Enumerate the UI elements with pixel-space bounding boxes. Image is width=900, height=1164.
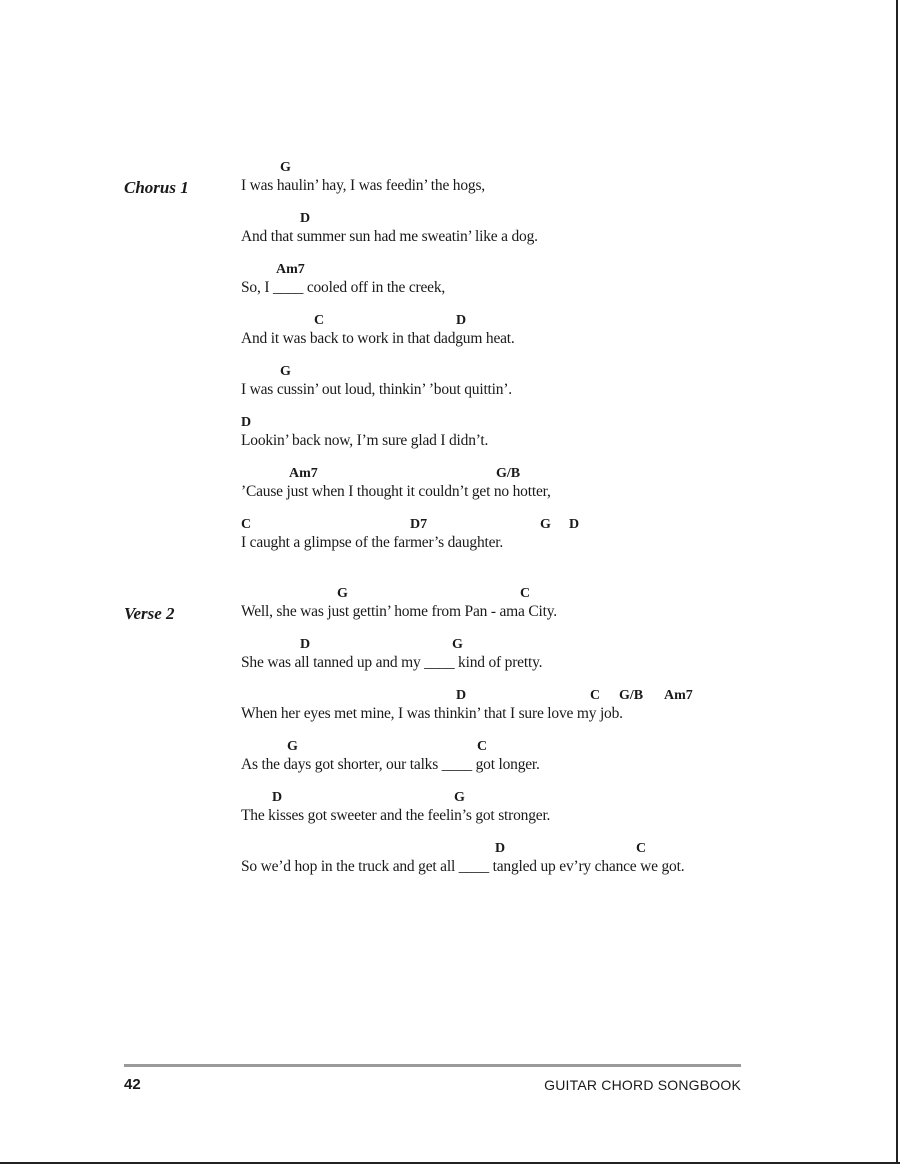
chord: D	[241, 415, 252, 430]
lyric-text: Lookin’ back now, I’m sure glad I didn’t.	[241, 432, 489, 449]
chord: D7	[410, 517, 428, 532]
chord: G/B	[496, 466, 521, 481]
lyric-text: She was all tanned up and my ____ kind of pretty.	[241, 654, 543, 671]
page-edge-right	[896, 0, 898, 1164]
section-label-verse: Verse 2	[124, 604, 175, 623]
chord: C	[314, 313, 325, 328]
lyric-text: I was haulin’ hay, I was feedin’ the hogs,	[241, 177, 485, 194]
chord: G	[454, 790, 465, 805]
chord: G	[452, 637, 463, 652]
lyric-line	[241, 688, 841, 738]
lyric-line	[241, 517, 841, 567]
book-title: GUITAR CHORD SONGBOOK	[544, 1077, 741, 1093]
lyric-line	[241, 841, 841, 891]
chord: D	[456, 313, 467, 328]
chord: C	[241, 517, 252, 532]
chord: C	[520, 586, 531, 601]
lyric-line	[241, 262, 841, 312]
footer-rule	[124, 1064, 741, 1067]
lyric-line	[241, 313, 841, 363]
lyric-line	[241, 466, 841, 516]
lyric-text: So we’d hop in the truck and get all ____ tangled up ev’ry chance we got.	[241, 858, 685, 875]
lyric-text: So, I ____ cooled off in the creek,	[241, 279, 446, 296]
chord: D	[456, 688, 467, 703]
lyric-text: The kisses got sweeter and the feelin’s got stronger.	[241, 807, 551, 824]
lyric-line	[241, 586, 841, 636]
chord: G	[280, 364, 291, 379]
chord: D	[300, 637, 311, 652]
lyric-line	[241, 364, 841, 414]
chord: C	[636, 841, 647, 856]
lyric-text: And it was back to work in that dadgum heat.	[241, 330, 515, 347]
chord: G	[337, 586, 348, 601]
chord: Am7	[276, 262, 305, 277]
chord: C	[477, 739, 488, 754]
section-label-chorus: Chorus 1	[124, 178, 189, 197]
chord: D	[272, 790, 283, 805]
lyric-text: ’Cause just when I thought it couldn’t get no hotter,	[241, 483, 551, 500]
chord: D	[495, 841, 506, 856]
chord: C	[590, 688, 601, 703]
page-number: 42	[124, 1076, 141, 1093]
lyric-line	[241, 790, 841, 840]
lyric-text: When her eyes met mine, I was thinkin’ that I sure love my job.	[241, 705, 623, 722]
lyric-text: I was cussin’ out loud, thinkin’ ’bout quittin’.	[241, 381, 512, 398]
lyric-text: And that summer sun had me sweatin’ like a dog.	[241, 228, 538, 245]
lyric-line	[241, 415, 841, 465]
chord: G	[280, 160, 291, 175]
lyric-line	[241, 739, 841, 789]
chord: G/B	[619, 688, 644, 703]
lyric-text: I caught a glimpse of the farmer’s daughter.	[241, 534, 504, 551]
lyric-line	[241, 211, 841, 261]
lyric-text: Well, she was just gettin’ home from Pan - ama City.	[241, 603, 557, 620]
chord: G	[540, 517, 551, 532]
lyric-line	[241, 160, 841, 210]
chord: D	[569, 517, 580, 532]
chord: D	[300, 211, 311, 226]
lyric-text: As the days got shorter, our talks ____ got longer.	[241, 756, 540, 773]
lyric-line	[241, 637, 841, 687]
chord: Am7	[664, 688, 693, 703]
chord: Am7	[289, 466, 318, 481]
chord: G	[287, 739, 298, 754]
